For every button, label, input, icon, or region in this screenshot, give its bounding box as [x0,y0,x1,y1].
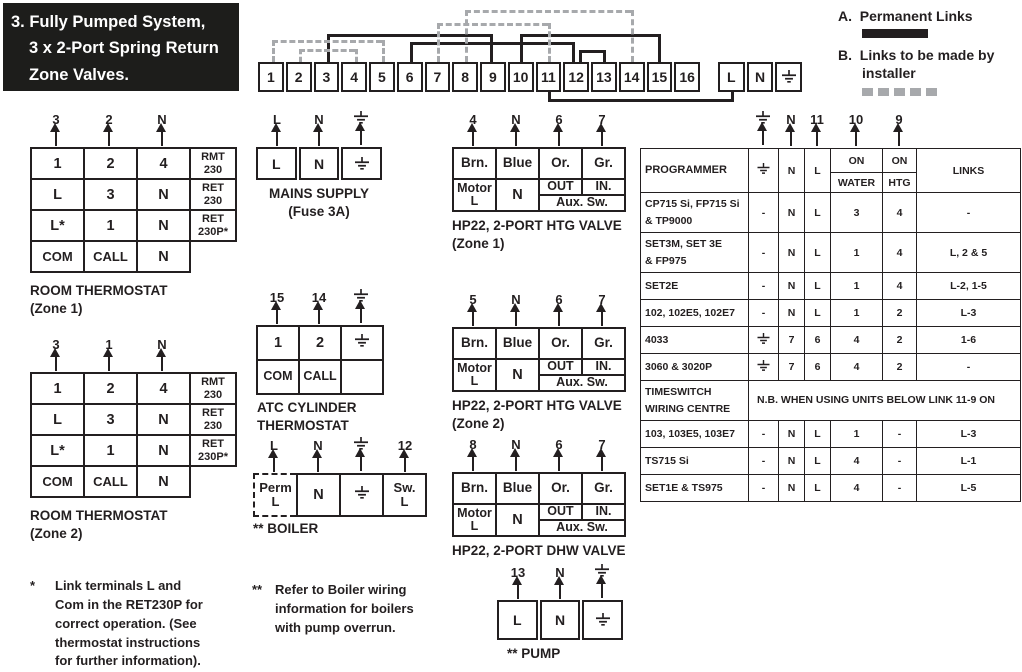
earth-icon [756,360,771,372]
terminal-4: 4 [341,62,367,92]
arrow-room2-1: 1 [100,337,118,371]
arrow-room2-N: N [153,337,171,371]
permanent-link-sample [862,29,928,38]
installer-link-7-11 [437,23,440,62]
terminal-15: 15 [647,62,673,92]
earth-icon [756,333,771,345]
dhw-valve-table: Brn. Blue Or. Gr. Motor L N OUT IN. Aux. Sw. [452,472,626,537]
up-arrow-icon [161,356,164,371]
link-6-12 [572,42,575,62]
arrow-htg1-N: N [507,112,525,146]
earth-icon [353,157,371,171]
boiler-caption: ** BOILER [253,521,319,536]
table-row: SET2E - N L 1 4 L-2, 1-5 [641,273,1021,300]
strip-lne-block [718,62,802,92]
room1-caption: ROOM THERMOSTAT (Zone 1) [30,283,168,316]
arrow-atc-14: 14 [310,290,328,324]
terminal-3: 3 [314,62,340,92]
link-10-15 [520,34,661,37]
arrow-prog-N: N [782,112,800,146]
arrow-pump-13: 13 [509,565,527,599]
terminal-14: 14 [619,62,645,92]
up-arrow-icon [161,131,164,146]
pump-N-cell: N [540,600,581,640]
arrow-htg2-5: 5 [464,292,482,326]
link-11-L [548,99,734,102]
up-arrow-icon [472,456,475,471]
up-arrow-icon [55,356,58,371]
htg2-caption: HP22, 2-PORT HTG VALVE (Zone 2) [452,398,622,431]
link-3-9 [490,34,493,62]
up-arrow-icon [762,130,765,145]
earth-icon [353,486,371,500]
link-10-15 [520,34,523,62]
boiler-earth-cell [340,474,383,516]
installer-link-2-4 [299,49,355,52]
arrow-pump-earth [593,564,611,598]
up-arrow-icon [472,311,475,326]
footnote-retp: * Link terminals L and Com in the RET230P for correct operation. (See thermostat instructions for further information). [30,578,203,669]
terminal-9: 9 [480,62,506,92]
arrow-prog-9: 9 [890,112,908,146]
terminal-10: 10 [508,62,534,92]
installer-link-1-5 [272,40,382,43]
up-arrow-icon [898,131,901,146]
link-11-L [731,92,734,102]
terminal-N: N [747,62,774,92]
up-arrow-icon [318,131,321,146]
link-10-15 [658,34,661,62]
table-row: 103, 103E5, 103E7 - N L 1 - L-3 [641,421,1021,448]
mains-earth-cell [341,147,382,180]
terminal-1: 1 [258,62,284,92]
up-arrow-icon [515,456,518,471]
installer-link-1-5 [382,40,385,62]
installer-link-sample [862,88,940,96]
up-arrow-icon [472,131,475,146]
table-row: 102, 102E5, 102E7 - N L 1 2 L-3 [641,300,1021,327]
arrow-prog-earth [754,111,772,145]
table-row: 3060 & 3020P 7 6 4 2 - [641,354,1021,381]
earth-icon [353,334,371,348]
earth-icon [780,70,798,84]
up-arrow-icon [360,308,363,323]
up-arrow-icon [515,311,518,326]
arrow-htg2-N: N [507,292,525,326]
terminal-strip [258,62,700,92]
boiler-sw-l-cell: Sw. L [383,474,426,516]
table-row: SET3M, SET 3E & FP975 - N L 1 4 L, 2 & 5 [641,233,1021,273]
up-arrow-icon [558,131,561,146]
arrow-htg2-6: 6 [550,292,568,326]
table-row: CP715 Si, FP715 Si & TP9000 - N L 3 4 - [641,193,1021,233]
up-arrow-icon [855,131,858,146]
up-arrow-icon [317,457,320,472]
arrow-room1-3: 3 [47,112,65,146]
arrow-atc-earth [352,289,370,323]
up-arrow-icon [276,131,279,146]
title-line-2: 3 x 2-Port Spring Return [29,39,219,58]
legend-a-label: Permanent Links [859,8,973,24]
atc-cylinder-thermostat-table: 1 2 COM CALL [256,325,384,395]
earth-icon [756,163,771,175]
installer-link-2-4 [355,49,358,62]
up-arrow-icon [318,309,321,324]
table-row: SET1E & TS975 - N L 4 - L-5 [641,475,1021,502]
atc-caption: ATC CYLINDER THERMOSTAT [257,400,357,433]
arrow-room1-N: N [153,112,171,146]
htg-valve-zone2-table: Brn. Blue Or. Gr. Motor L N OUT IN. Aux. Sw. [452,327,626,392]
legend-b-prefix: B. [838,47,852,63]
up-arrow-icon [559,584,562,599]
installer-link-7-11 [437,23,548,26]
up-arrow-icon [601,456,604,471]
footnote-boiler: ** Refer to Boiler wiring information for boilers with pump overrun. [252,582,414,635]
table-row: 4033 7 6 4 2 1-6 [641,327,1021,354]
link-3-9 [327,34,493,37]
up-arrow-icon [601,583,604,598]
up-arrow-icon [558,456,561,471]
programmer-table: PROGRAMMER N L ON ON LINKS WATER HTG CP715 Si, FP715 Si & TP9000 - N L 3 4 - SET3M, SET 3E & FP975 - N L 1 4 L, 2 & 5 SET2E - N L 1 4 L-2, 1-5 102, 102E5, 102E7 - N L 1 2 L-3 4033 7 6 4 2 1-6 3060 & 3020P 7 6 4 2 - TIMESWITCH WIRING CENTRE N.B. WHEN USING UNITS BELOW LINK 11-9 ON 103, 103E5, 103E7 - N L 1 - L-3 TS715 Si - N L 4 - L-1 SET1E & TS975 - N L 4 - L-5 [640,148,1021,502]
arrow-dhw-8: 8 [464,437,482,471]
up-arrow-icon [601,131,604,146]
up-arrow-icon [360,456,363,471]
room2-caption: ROOM THERMOSTAT (Zone 2) [30,508,168,541]
arrow-room2-3: 3 [47,337,65,371]
up-arrow-icon [790,131,793,146]
boiler-n-cell: N [297,474,340,516]
table-row: TS715 Si - N L 4 - L-1 [641,448,1021,475]
arrow-boiler-12: 12 [396,438,414,472]
up-arrow-icon [816,131,819,146]
installer-link-8-14 [631,10,634,62]
arrow-boiler-L: L [265,438,283,472]
link-3-9 [327,34,330,62]
up-arrow-icon [517,584,520,599]
arrow-mains-N: N [310,112,328,146]
arrow-htg1-4: 4 [464,112,482,146]
earth-icon [594,613,612,627]
up-arrow-icon [601,311,604,326]
timeswitch-row: TIMESWITCH WIRING CENTRE N.B. WHEN USING UNITS BELOW LINK 11-9 ON [641,381,1021,421]
up-arrow-icon [273,457,276,472]
terminal-5: 5 [369,62,395,92]
legend-b-label-2: installer [862,65,916,82]
arrow-boiler-N: N [309,438,327,472]
mains-L-cell: L [256,147,297,180]
up-arrow-icon [108,131,111,146]
pump-L-cell: L [497,600,538,640]
terminal-11: 11 [536,62,562,92]
terminal-12: 12 [563,62,589,92]
mains-supply-block [256,147,382,180]
dhw-caption: HP22, 2-PORT DHW VALVE [452,543,626,558]
terminal-8: 8 [452,62,478,92]
installer-link-8-14 [465,10,468,62]
arrow-htg1-7: 7 [593,112,611,146]
arrow-atc-15: 15 [268,290,286,324]
arrow-room1-2: 2 [100,112,118,146]
htg-valve-zone1-table: Brn. Blue Or. Gr. Motor L N OUT IN. Aux. Sw. [452,147,626,212]
arrow-htg1-6: 6 [550,112,568,146]
installer-link-8-14 [465,10,631,13]
htg1-caption: HP22, 2-PORT HTG VALVE (Zone 1) [452,218,622,251]
pump-block [497,600,623,640]
legend-a-prefix: A. [838,8,852,24]
up-arrow-icon [404,457,407,472]
arrow-boiler-earth [352,437,370,471]
boiler-perm-l-cell: Perm L [254,474,297,516]
pump-earth-cell [582,600,623,640]
installer-link-1-5 [272,40,275,62]
arrow-prog-10: 10 [847,112,865,146]
terminal-7: 7 [425,62,451,92]
link-12-13 [579,50,606,53]
terminal-13: 13 [591,62,617,92]
arrow-dhw-6: 6 [550,437,568,471]
arrow-pump-N: N [551,565,569,599]
terminal-L: L [718,62,745,92]
room-thermostat-zone2-table: 1 2 4 RMT 230 L 3 N RET 230 L* 1 N RET 230P* COM CALL N [30,372,237,498]
title-line-3: Zone Valves. [29,65,129,84]
arrow-htg2-7: 7 [593,292,611,326]
legend-b [838,46,994,82]
arrow-mains-earth [352,111,370,145]
arrow-dhw-N: N [507,437,525,471]
terminal-6: 6 [397,62,423,92]
arrow-dhw-7: 7 [593,437,611,471]
room-thermostat-zone1-table: 1 2 4 RMT 230 L 3 N RET 230 L* 1 N RET 230P* COM CALL N [30,147,237,273]
up-arrow-icon [276,309,279,324]
terminal-earth [775,62,802,92]
legend-b-label-1: Links to be made by [859,47,995,63]
arrow-prog-11: 11 [808,112,826,146]
page-title [3,3,239,91]
terminal-16: 16 [674,62,700,92]
mains-N-cell: N [299,147,340,180]
up-arrow-icon [558,311,561,326]
link-12-13 [603,50,606,62]
title-line-1: 3. Fully Pumped System, [11,13,206,31]
up-arrow-icon [108,356,111,371]
mains-caption: MAINS SUPPLY (Fuse 3A) [268,186,370,219]
terminal-2: 2 [286,62,312,92]
installer-link-7-11 [548,23,551,62]
up-arrow-icon [360,130,363,145]
up-arrow-icon [515,131,518,146]
up-arrow-icon [55,131,58,146]
arrow-mains-L: L [268,112,286,146]
legend-a [838,8,973,24]
pump-caption: ** PUMP [507,646,561,661]
boiler-block [253,473,427,517]
